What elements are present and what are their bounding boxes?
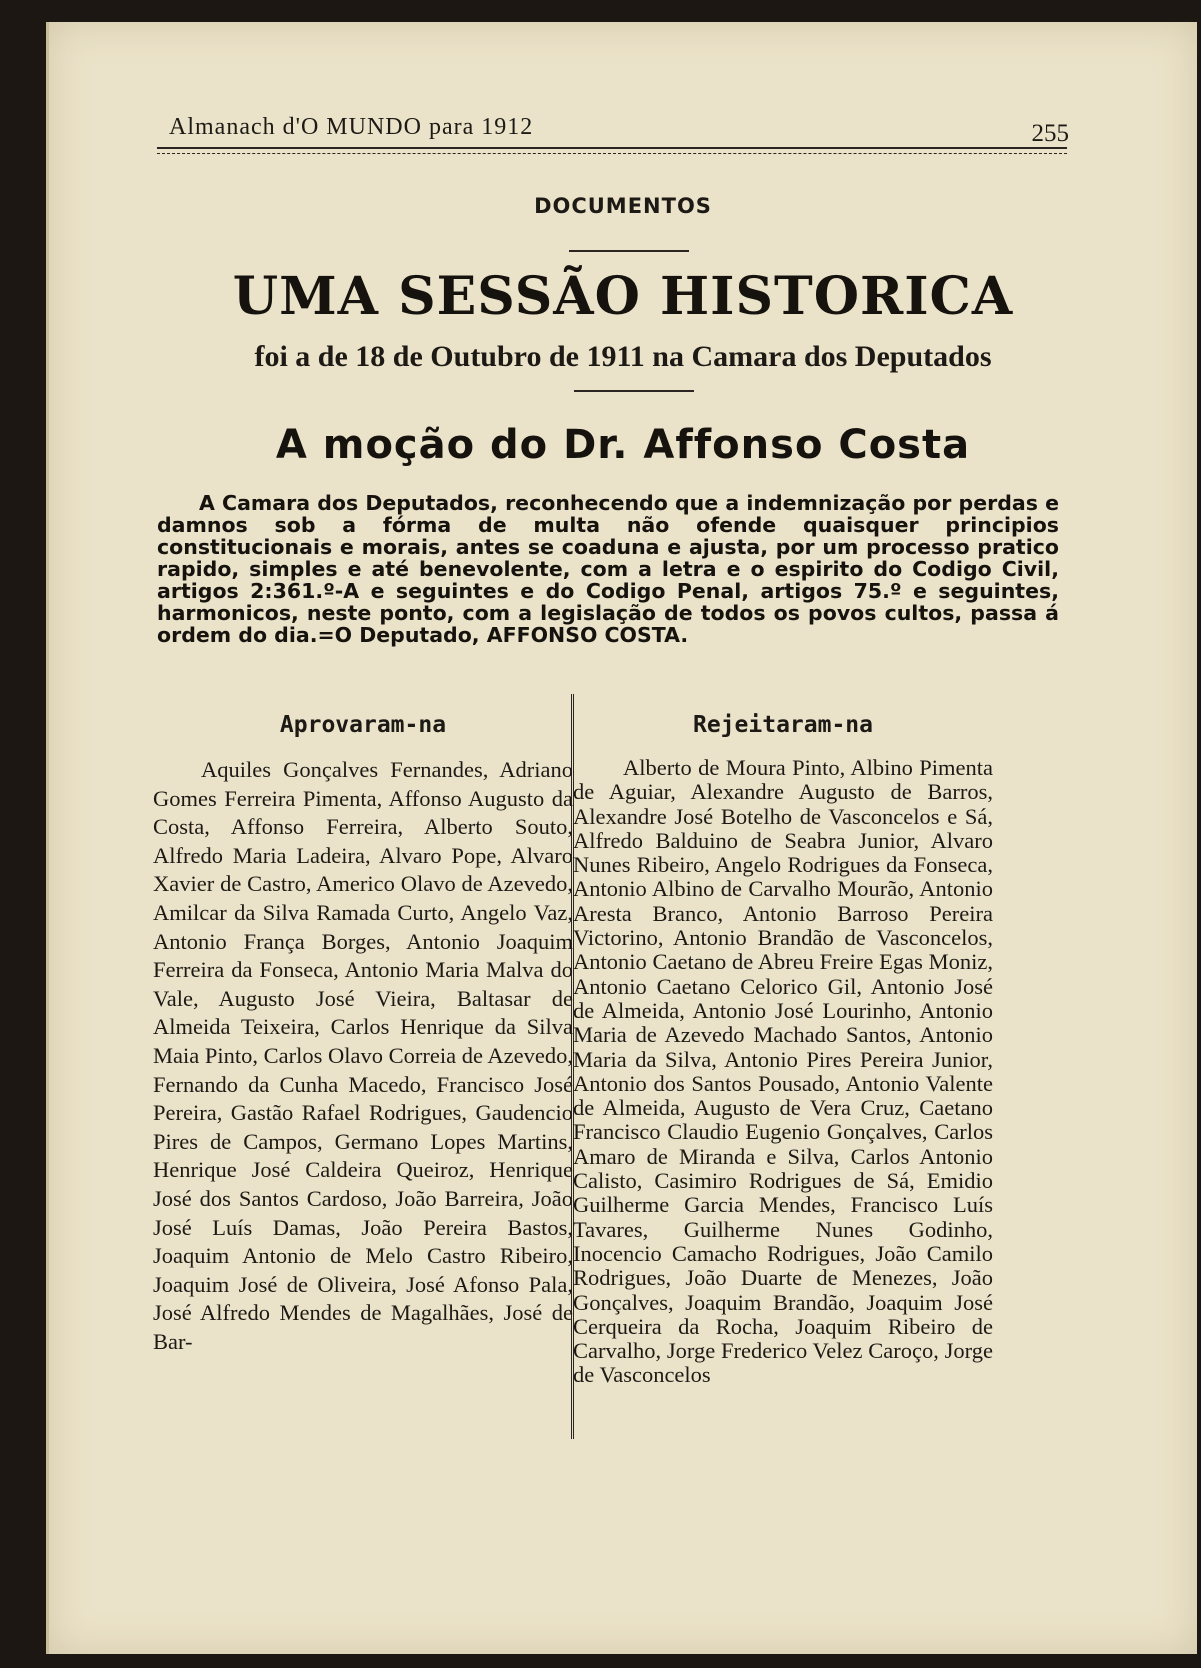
article-title: UMA SESSÃO HISTORICA <box>232 266 1014 327</box>
approved-list: Aquiles Gonçalves Fernandes, Adriano Gomes Ferreira Pimenta, Affonso Augusto da Costa, Affonso Ferreira, Alberto Souto, Alfredo Maria Ladeira, Alvaro Pope, Alvaro Xavier de Castro, Americo Olavo de Azevedo, Amilcar da Silva Ramada Curto, Angelo Vaz, Antonio França Borges, Antonio Joaquim Ferreira da Fonseca, Antonio Maria Malva do Vale, Augusto José Vieira, Baltasar de Almeida Teixeira, Carlos Henrique da Silva Maia Pinto, Carlos Olavo Correia de Azevedo, Fernando da Cunha Macedo, Francisco José Pereira, Gastão Rafael Rodrigues, Gaudencio Pires de Campos, Germano Lopes Martins, Henrique José Caldeira Queiroz, Henrique José dos Santos Cardoso, João Barreira, João José Luís Damas, João Pereira Bastos, Joaquim Antonio de Melo Castro Ribeiro, Joaquim José de Oliveira, José Afonso Pala, José Alfredo Mendes de Magalhães, José de Bar- <box>153 757 573 1354</box>
title-rule-bottom <box>574 390 694 392</box>
rejected-list: Alberto de Moura Pinto, Albino Pimenta de Aguiar, Alexandre Augusto de Barros, Alexandre José Botelho de Vasconcelos e Sá, Alfredo Balduino de Seabra Junior, Alvaro Nunes Ribeiro, Angelo Rodrigues da Fonseca, Antonio Albino de Carvalho Mourão, Antonio Aresta Branco, Antonio Barroso Pereira Victorino, Antonio Brandão de Vasconcelos, Antonio Caetano de Abreu Freire Egas Moniz, Antonio Caetano Celorico Gil, Antonio José de Almeida, Antonio José Lourinho, Antonio Maria de Azevedo Machado Santos, Antonio Maria da Silva, Antonio Pires Pereira Junior, Antonio dos Santos Pousado, Antonio Valente de Almeida, Augusto de Vera Cruz, Caetano Francisco Claudio Eugenio Gonçalves, Carlos Amaro de Miranda e Silva, Carlos Antonio Calisto, Casimiro Rodrigues de Sá, Emidio Guilherme Garcia Mendes, Francisco Luís Tavares, Guilherme Nunes Godinho, Inocencio Camacho Rodrigues, João Camilo Rodrigues, João Duarte de Menezes, João Gonçalves, Joaquim Brandão, Joaquim José Cerqueira da Rocha, Joaquim Ribeiro de Carvalho, Jorge Frederico Velez Caroço, Jorge de Vasconcelos <box>573 755 993 1388</box>
approved-heading: Aprovaram-na <box>279 712 447 738</box>
motion-heading: A moção do Dr. Affonso Costa <box>275 422 971 468</box>
running-title: Almanach d'O MUNDO para 1912 <box>169 114 534 140</box>
rejected-column <box>573 712 993 1388</box>
title-rule-top <box>569 250 689 252</box>
rejected-heading: Rejeitaram-na <box>692 712 873 738</box>
section-label: DOCUMENTOS <box>534 194 712 218</box>
motion-text: A Camara dos Deputados, reconhecendo que a indemnização por perdas e damnos sob a fórma de multa não ofende quaisquer principios constitucionais e morais, antes se coaduna e ajusta, por um processo pratico rapido, simples e até benevolente, com a letra e o espirito do Codigo Civil, artigos 2:361.º-A e seguintes e do Codigo Penal, artigos 75.º e seguintes, harmonicos, neste ponto, com a legislação de todos os povos cultos, passa á ordem do dia.=O Deputado, AFFONSO COSTA. <box>157 491 1059 647</box>
header-rule <box>157 147 1067 154</box>
running-header <box>169 104 1069 147</box>
approved-column <box>153 712 573 1356</box>
book-page <box>46 22 1197 1654</box>
page-number: 255 <box>1031 120 1069 147</box>
article-subtitle: foi a de 18 de Outubro de 1911 na Camara dos Deputados <box>254 340 992 373</box>
